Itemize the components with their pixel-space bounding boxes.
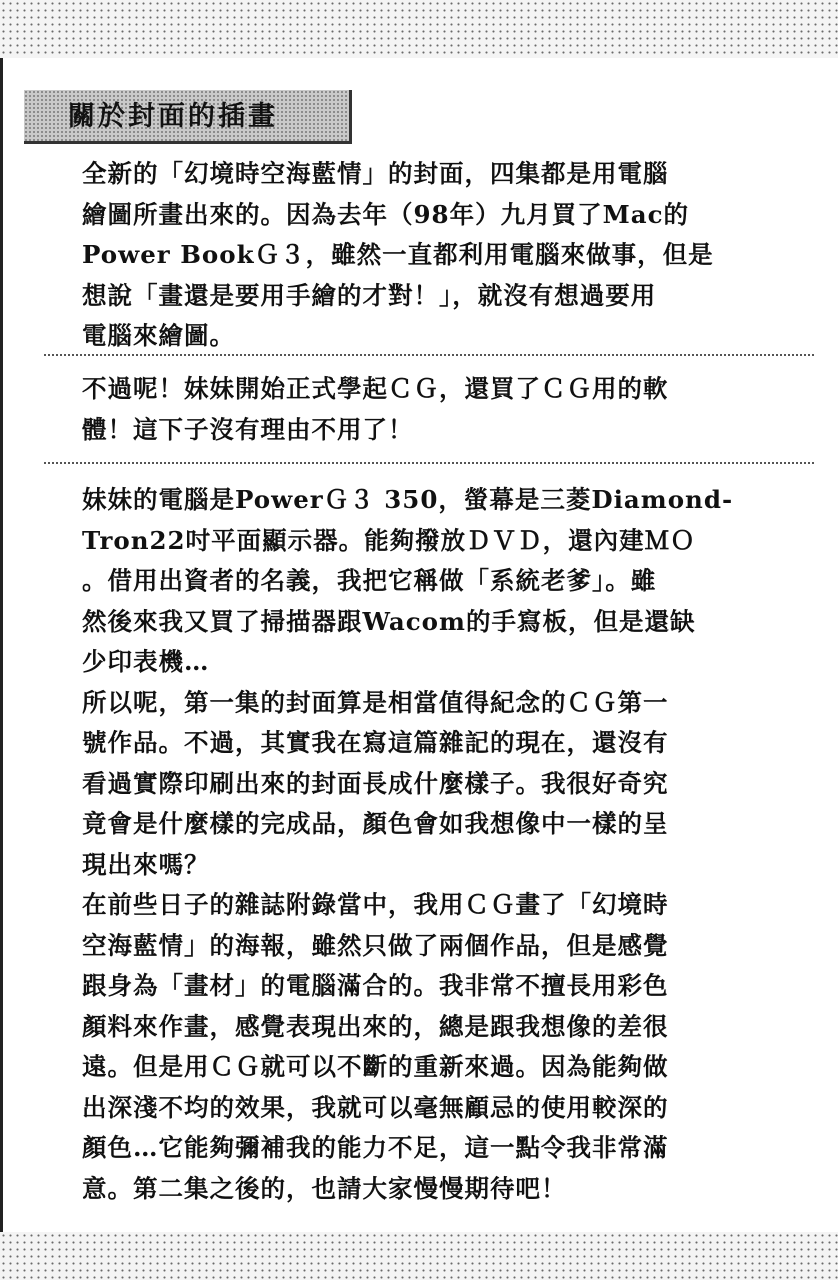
text-line: Power BookＧ３，雖然一直都利用電腦來做事，但是 xyxy=(82,240,714,269)
text-line: 妹妹的電腦是PowerＧ３ 350，螢幕是三菱Diamond- xyxy=(82,485,734,514)
halftone-border-bottom xyxy=(0,1232,838,1280)
text-line: 遠。但是用ＣＧ就可以不斷的重新來過。因為能夠做 xyxy=(82,1052,669,1081)
text-line: 號作品。不過，其實我在寫這篇雜記的現在，還沒有 xyxy=(82,728,669,757)
halftone-border-top xyxy=(0,0,838,58)
text-line: 電腦來繪圖。 xyxy=(82,321,235,350)
text-line: 看過實際印刷出來的封面長成什麼樣子。我很好奇究 xyxy=(82,768,669,798)
text-line: 體！這下子沒有理由不用了！ xyxy=(82,414,414,444)
dotted-divider xyxy=(44,462,814,464)
text-line: 空海藍情」的海報，雖然只做了兩個作品，但是感覺 xyxy=(82,930,669,960)
dotted-divider xyxy=(44,354,814,356)
text-line: 所以呢，第一集的封面算是相當值得紀念的ＣＧ第一 xyxy=(82,687,669,717)
text-line: 繪圖所畫出來的。因為去年（98年）九月買了Mac的 xyxy=(82,199,690,229)
text-line: 顏料來作畫，感覺表現出來的，總是跟我想像的差很 xyxy=(82,1011,669,1041)
text-line: 現出來嗎？ xyxy=(82,849,210,879)
text-line: Tron22吋平面顯示器。能夠撥放ＤＶＤ，還內建ＭＯ xyxy=(82,525,696,555)
section-heading: 關於封面的插畫 xyxy=(68,101,278,132)
page-left-edge xyxy=(0,58,3,1232)
section-heading-box xyxy=(24,90,352,144)
text-line: 不過呢！妹妹開始正式學起ＣＧ，還買了ＣＧ用的軟 xyxy=(82,374,669,403)
text-line: 出深淺不均的效果，我就可以毫無顧忌的使用較深的 xyxy=(82,1092,669,1122)
text-line: 少印表機… xyxy=(82,647,210,676)
text-line: 全新的「幻境時空海藍情」的封面，四集都是用電腦 xyxy=(82,159,669,188)
text-line: 想說「畫還是要用手繪的才對！」，就沒有想過要用 xyxy=(82,280,657,310)
paragraph-1 xyxy=(82,154,757,357)
text-line: 在前些日子的雜誌附錄當中，我用ＣＧ畫了「幻境時 xyxy=(82,890,669,919)
paragraph-2 xyxy=(82,369,757,450)
text-line: 跟身為「畫材」的電腦滿合的。我非常不擅長用彩色 xyxy=(82,971,669,1000)
text-line: 意。第二集之後的，也請大家慢慢期待吧！ xyxy=(82,1173,567,1203)
text-line: 竟會是什麼樣的完成品，顏色會如我想像中一樣的呈 xyxy=(82,809,669,838)
text-line: 。借用出資者的名義，我把它稱做「系統老爹」。雖 xyxy=(82,566,657,595)
text-line: 顏色…它能夠彌補我的能力不足，這一點令我非常滿 xyxy=(82,1133,669,1162)
text-line: 然後來我又買了掃描器跟Wacom的手寫板，但是還缺 xyxy=(82,606,696,636)
paragraph-3 xyxy=(82,480,757,1209)
